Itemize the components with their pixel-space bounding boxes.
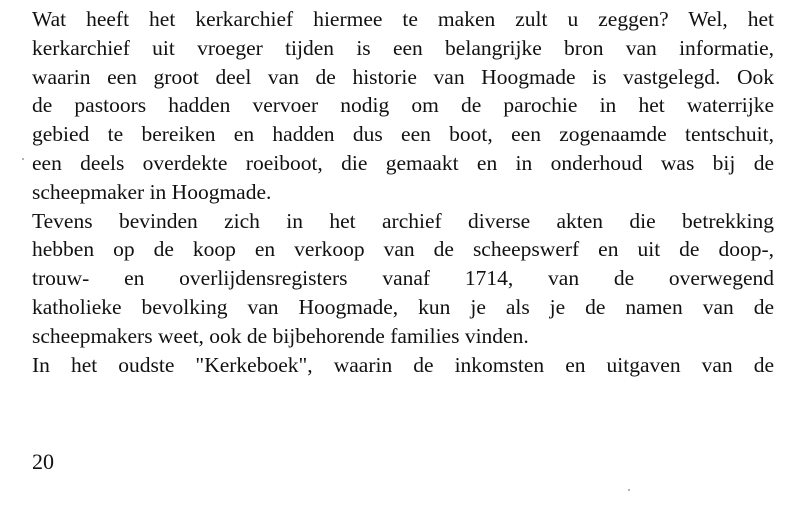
text-line: een deels overdekte roeiboot, die gemaakt en in onderhoud was bij de	[32, 150, 774, 175]
scan-speck	[22, 158, 24, 160]
text-line: katholieke bevolking van Hoogmade, kun je als je de namen van de	[32, 294, 774, 319]
text-line: scheepmakers weet, ook de bijbehorende families vinden.	[32, 323, 529, 348]
text-line: waarin een groot deel van de historie van Hoogmade is vastgelegd. Ook	[32, 64, 774, 89]
text-line: de pastoors hadden vervoer nodig om de parochie in het waterrijke	[32, 93, 774, 118]
page-number: 20	[32, 449, 54, 474]
text-line: scheepmaker in Hoogmade.	[32, 179, 272, 204]
text-line: trouw- en overlijdensregisters vanaf 1714, van de overwegend	[32, 266, 774, 291]
text-line: Wat heeft het kerkarchief hiermee te maken zult u zeggen? Wel, het	[32, 7, 774, 31]
text-line: In het oudste "Kerkeboek", waarin de inkomsten en uitgaven van de	[32, 352, 774, 377]
body-text	[32, 5, 774, 379]
text-line: Tevens bevinden zich in het archief diverse akten die betrekking	[32, 208, 774, 233]
text-line: gebied te bereiken en hadden dus een boot, een zogenaamde tentschuit,	[32, 122, 774, 147]
scan-speck	[628, 489, 630, 491]
text-line: hebben op de koop en verkoop van de scheepswerf en uit de doop-,	[32, 237, 774, 262]
text-line: kerkarchief uit vroeger tijden is een belangrijke bron van informatie,	[32, 35, 774, 60]
